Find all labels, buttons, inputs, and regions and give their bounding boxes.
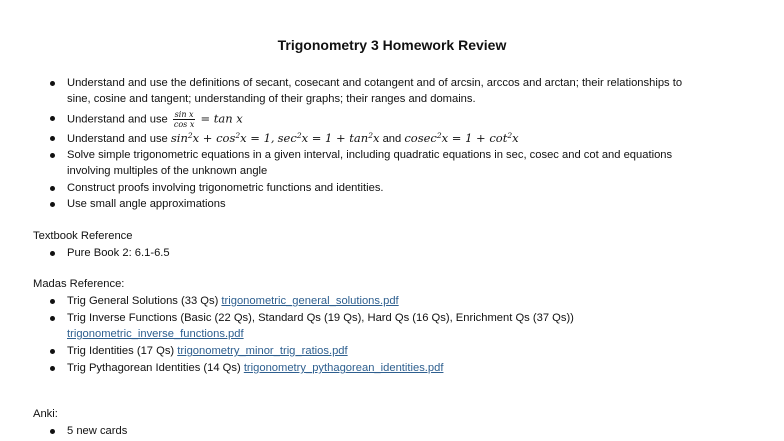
madas-item-inverse-functions-link-line bbox=[67, 326, 244, 342]
bullet-icon bbox=[50, 429, 55, 434]
link-inverse-functions[interactable]: trigonometric_inverse_functions.pdf bbox=[67, 328, 244, 340]
sec-identity: $\sec^2x = 1 + \tan^2x$ bbox=[277, 131, 380, 145]
madas-item-identities: Trig Identities (17 Qs) trigonometry_minor_trig_ratios.pdf bbox=[67, 345, 348, 357]
objective-5: Construct proofs involving trigonometric functions and identities. bbox=[67, 182, 384, 194]
link-minor-trig-ratios[interactable]: trigonometry_minor_trig_ratios.pdf bbox=[177, 345, 348, 357]
page-title: Trigonometry 3 Homework Review bbox=[277, 37, 507, 53]
sin-over-cos-fraction: $\frac{\text{sin x}}{\text{cos x}}$ bbox=[173, 110, 195, 129]
bullet-icon bbox=[50, 202, 55, 207]
pythagorean-identity: $\sin^2x + \cos^2x = 1$, bbox=[170, 131, 275, 145]
objective-2: Understand and use $\frac{\text{sin x}}{\text{cos x}}$ = tan x bbox=[67, 110, 243, 129]
madas-item-pythagorean: Trig Pythagorean Identities (14 Qs) trigonometry_pythagorean_identities.pdf bbox=[67, 362, 444, 374]
anki-heading: Anki: bbox=[33, 408, 58, 420]
objective-1-line-1: Understand and use the definitions of secant, cosecant and cotangent and of arcsin, arccos and arctan; their relationships to bbox=[67, 77, 683, 89]
madas-item-inverse-functions: Trig Inverse Functions (Basic (22 Qs), Standard Qs (19 Qs), Hard Qs (16 Qs), Enrichment Qs (37 Qs)) bbox=[67, 312, 574, 324]
anki-item: 5 new cards bbox=[67, 425, 128, 437]
bullet-icon bbox=[50, 153, 55, 158]
madas-heading: Madas Reference: bbox=[33, 278, 125, 290]
bullet-icon bbox=[50, 349, 55, 354]
objective-4-line-1: Solve simple trigonometric equations in a given interval, including quadratic equations in sec, cosec and cot and equations bbox=[67, 149, 673, 161]
textbook-heading: Textbook Reference bbox=[33, 230, 133, 242]
bullet-icon bbox=[50, 116, 55, 121]
madas-item-general-solutions: Trig General Solutions (33 Qs) trigonometric_general_solutions.pdf bbox=[67, 295, 399, 307]
cosec-identity: $cosec^2x = 1 + \cot^2x$ bbox=[404, 131, 519, 145]
bullet-icon bbox=[50, 81, 55, 86]
bullet-icon bbox=[50, 366, 55, 371]
link-general-solutions[interactable]: trigonometric_general_solutions.pdf bbox=[221, 295, 399, 307]
objective-1-line-2: sine, cosine and tangent; understanding of their graphs; their ranges and domains. bbox=[67, 93, 476, 105]
objective-3: Understand and use $\sin^2x + \cos^2x = 1$, $\sec^2x = 1 + \tan^2x$ and $cosec^2x = 1 + \cot^2x$ bbox=[67, 131, 519, 145]
bullet-icon bbox=[50, 136, 55, 141]
textbook-item: Pure Book 2: 6.1-6.5 bbox=[67, 247, 170, 259]
bullet-icon bbox=[50, 316, 55, 321]
bullet-icon bbox=[50, 251, 55, 256]
objective-4-line-2: involving multiples of the unknown angle bbox=[67, 165, 268, 177]
link-pythagorean-identities[interactable]: trigonometry_pythagorean_identities.pdf bbox=[243, 362, 444, 374]
objective-6: Use small angle approximations bbox=[67, 198, 226, 210]
bullet-icon bbox=[50, 186, 55, 191]
bullet-icon bbox=[50, 299, 55, 304]
